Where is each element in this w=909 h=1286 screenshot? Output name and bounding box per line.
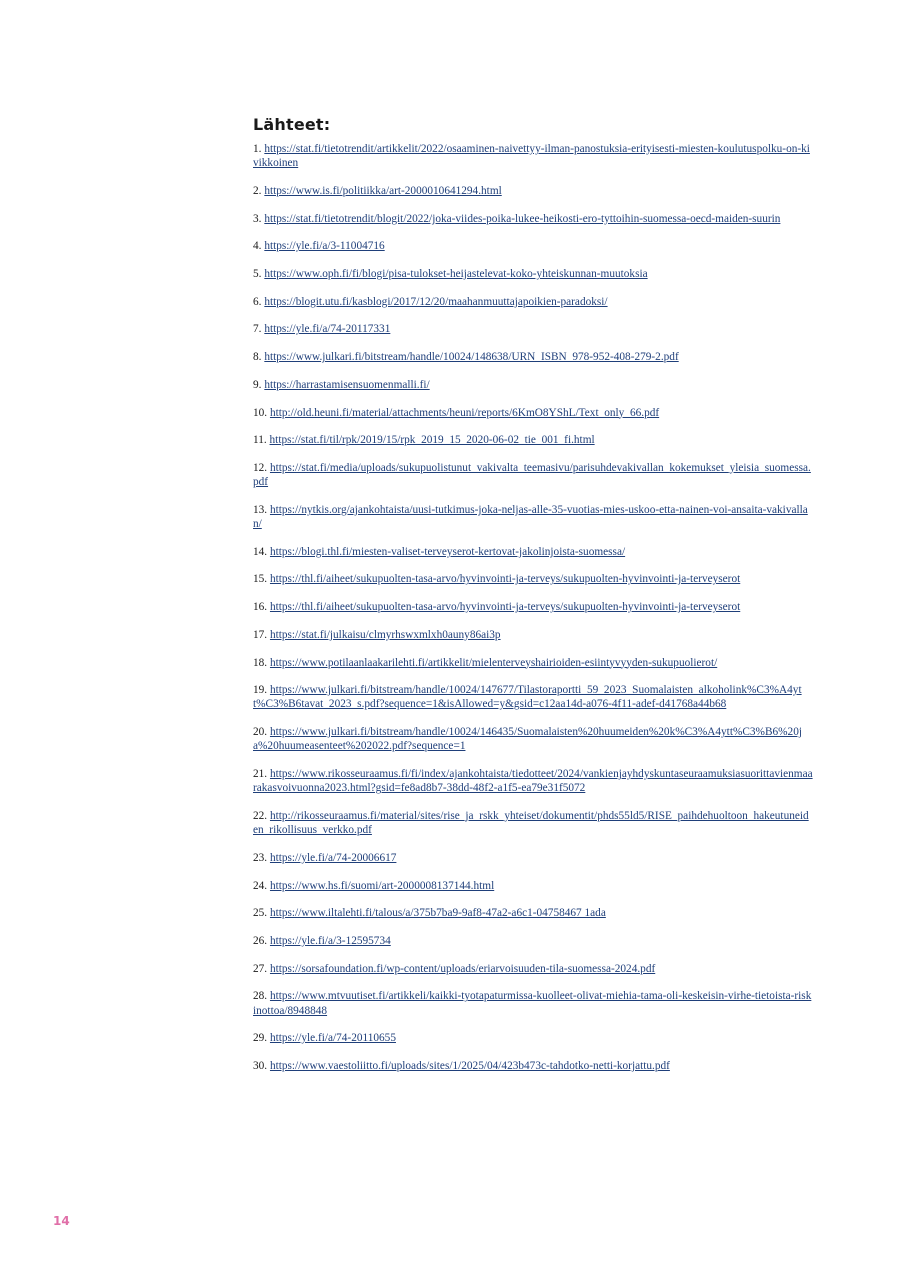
reference-number: 3.	[253, 212, 262, 225]
reference-item	[253, 989, 813, 1017]
reference-number: 9.	[253, 378, 262, 391]
reference-number: 11.	[253, 434, 267, 447]
reference-link[interactable]: https://www.rikosseuraamus.fi/fi/index/ajankohtaista/tiedotteet/2024/vankienjayhdyskuntaseuraamuksiasuorittavienmaarakasvoivuonna2023.html?gsid=fe8ad8b7-38dd-48f2-a1f5-ea79e31f5072	[253, 768, 813, 795]
reference-item	[253, 184, 813, 198]
reference-link[interactable]: https://stat.fi/til/rpk/2019/15/rpk_2019_15_2020-06-02_tie_001_fi.html	[269, 434, 595, 447]
reference-number: 15.	[253, 573, 268, 586]
reference-item	[253, 628, 813, 642]
reference-link[interactable]: https://blogit.utu.fi/kasblogi/2017/12/20/maahanmuuttajapoikien-paradoksi/	[264, 295, 608, 308]
reference-link[interactable]: https://www.oph.fi/fi/blogi/pisa-tulokset-heijastelevat-koko-yhteiskunnan-muutoksia	[264, 268, 648, 281]
reference-number: 13.	[253, 503, 268, 516]
reference-link[interactable]: https://www.hs.fi/suomi/art-2000008137144.html	[269, 879, 495, 892]
reference-number: 29.	[253, 1032, 268, 1045]
reference-link[interactable]: https://thl.fi/aiheet/sukupuolten-tasa-arvo/hyvinvointi-ja-terveys/sukupuolten-hyvinvointi-ja-terveyserot	[269, 573, 741, 586]
reference-number: 23.	[253, 851, 268, 864]
reference-item	[253, 350, 813, 364]
reference-number: 28.	[253, 990, 268, 1003]
reference-number: 6.	[253, 295, 262, 308]
reference-link[interactable]: https://yle.fi/a/74-20117331	[264, 323, 391, 336]
reference-item	[253, 406, 813, 420]
references-list	[253, 142, 813, 1073]
reference-number: 16.	[253, 601, 268, 614]
reference-item	[253, 1059, 813, 1073]
reference-link[interactable]: https://stat.fi/tietotrendit/blogit/2022/joka-viides-poika-lukee-heikosti-ero-tyttoihin-suomessa-oecd-maiden-suurin	[264, 212, 781, 225]
reference-link[interactable]: https://yle.fi/a/3-11004716	[264, 240, 385, 253]
reference-number: 25.	[253, 907, 268, 920]
reference-link[interactable]: https://www.julkari.fi/bitstream/handle/10024/146435/Suomalaisten%20huumeiden%20k%C3%A4ytt%C3%B6%20ja%20huumeasenteet%202022.pdf?sequence=1	[253, 726, 802, 753]
reference-number: 5.	[253, 268, 262, 281]
reference-item	[253, 267, 813, 281]
reference-item	[253, 725, 813, 753]
reference-item	[253, 503, 813, 531]
reference-item	[253, 572, 813, 586]
reference-number: 12.	[253, 461, 268, 474]
reference-item	[253, 879, 813, 893]
reference-item	[253, 851, 813, 865]
reference-link[interactable]: https://thl.fi/aiheet/sukupuolten-tasa-arvo/hyvinvointi-ja-terveys/sukupuolten-hyvinvointi-ja-terveyserot	[269, 601, 741, 614]
reference-link[interactable]: https://nytkis.org/ajankohtaista/uusi-tutkimus-joka-neljas-alle-35-vuotias-mies-uskoo-etta-nainen-voi-ansaita-vakivallan/	[253, 503, 808, 531]
reference-link[interactable]: https://www.potilaanlaakarilehti.fi/artikkelit/mielenterveyshairioiden-esiintyvyyden-sukupuolierot/	[269, 656, 718, 669]
reference-number: 18.	[253, 656, 268, 669]
reference-number: 14.	[253, 545, 268, 558]
reference-number: 1.	[253, 143, 262, 155]
reference-item	[253, 461, 813, 489]
reference-number: 10.	[253, 406, 268, 419]
reference-number: 30.	[253, 1060, 268, 1073]
reference-item	[253, 683, 813, 711]
reference-item	[253, 212, 813, 226]
reference-link[interactable]: http://old.heuni.fi/material/attachments/heuni/reports/6KmO8YShL/Text_only_66.pdf	[269, 406, 660, 419]
reference-item	[253, 295, 813, 309]
reference-item	[253, 962, 813, 976]
reference-link[interactable]: http://rikosseuraamus.fi/material/sites/rise_ja_rskk_yhteiset/dokumentit/phds55ld5/RISE_paihdehuoltoon_hakeutuneiden_rikollisuus_verkko.pdf	[253, 809, 809, 837]
reference-number: 22.	[253, 809, 268, 822]
reference-item	[253, 545, 813, 559]
reference-number: 2.	[253, 184, 262, 197]
reference-item	[253, 378, 813, 392]
reference-item	[253, 656, 813, 670]
references-section	[253, 115, 813, 1087]
reference-link[interactable]: https://stat.fi/tietotrendit/artikkelit/2022/osaaminen-naivettyy-ilman-panostuksia-erityisesti-miesten-koulutuspolku-on-kivikkoinen	[253, 143, 810, 170]
reference-item	[253, 1031, 813, 1045]
reference-item	[253, 433, 813, 447]
reference-number: 24.	[253, 879, 268, 892]
reference-number: 21.	[253, 768, 268, 781]
reference-link[interactable]: https://www.is.fi/politiikka/art-2000010641294.html	[264, 184, 502, 197]
reference-link[interactable]: https://yle.fi/a/3-12595734	[269, 935, 391, 947]
reference-number: 4.	[253, 240, 262, 253]
reference-link[interactable]: https://yle.fi/a/74-20110655	[269, 1032, 396, 1045]
reference-item	[253, 142, 813, 170]
reference-item	[253, 767, 813, 795]
reference-item	[253, 934, 813, 948]
reference-item	[253, 906, 813, 920]
reference-number: 26.	[253, 935, 268, 947]
page-number: 14	[53, 1214, 70, 1228]
reference-link[interactable]: https://stat.fi/media/uploads/sukupuolistunut_vakivalta_teemasivu/parisuhdevakivallan_kokemukset_yleisia_suomessa.pdf	[253, 461, 811, 489]
reference-link[interactable]: https://www.julkari.fi/bitstream/handle/10024/147677/Tilastoraportti_59_2023_Suomalaisten_alkoholink%C3%A4ytt%C3%B6tavat_2023_s.pdf?sequence=1&isAllowed=y&gsid=c12aa14d-a076-4f11-adef-d41768a44b68	[253, 684, 802, 711]
reference-item	[253, 809, 813, 837]
reference-link[interactable]: https://yle.fi/a/74-20006617	[269, 851, 397, 864]
reference-item	[253, 239, 813, 253]
references-heading: Lähteet:	[253, 115, 331, 134]
reference-item	[253, 600, 813, 614]
reference-number: 19.	[253, 684, 268, 697]
reference-link[interactable]: https://blogi.thl.fi/miesten-valiset-terveyserot-kertovat-jakolinjoista-suomessa/	[269, 545, 626, 558]
reference-link[interactable]: https://sorsafoundation.fi/wp-content/uploads/eriarvoisuuden-tila-suomessa-2024.pdf	[269, 962, 656, 975]
reference-number: 27.	[253, 962, 268, 975]
reference-link[interactable]: https://harrastamisensuomenmalli.fi/	[264, 378, 430, 391]
reference-number: 20.	[253, 726, 268, 739]
reference-link[interactable]: https://stat.fi/julkaisu/clmyrhswxmlxh0auny86ai3p	[269, 628, 501, 641]
reference-item	[253, 322, 813, 336]
reference-number: 8.	[253, 351, 262, 364]
reference-link[interactable]: https://www.iltalehti.fi/talous/a/375b7ba9-9af8-47a2-a6c1-04758467 1ada	[269, 907, 606, 920]
reference-number: 17.	[253, 628, 268, 641]
reference-link[interactable]: https://www.mtvuutiset.fi/artikkeli/kaikki-tyotapaturmissa-kuolleet-olivat-miehia-tama-oli-keskeisin-virhe-tietoista-riskinottoa/8948848	[253, 990, 812, 1017]
reference-link[interactable]: https://www.vaestoliitto.fi/uploads/sites/1/2025/04/423b473c-tahdotko-netti-korjattu.pdf	[269, 1060, 670, 1073]
reference-number: 7.	[253, 323, 262, 336]
reference-link[interactable]: https://www.julkari.fi/bitstream/handle/10024/148638/URN_ISBN_978-952-408-279-2.pdf	[264, 351, 679, 364]
